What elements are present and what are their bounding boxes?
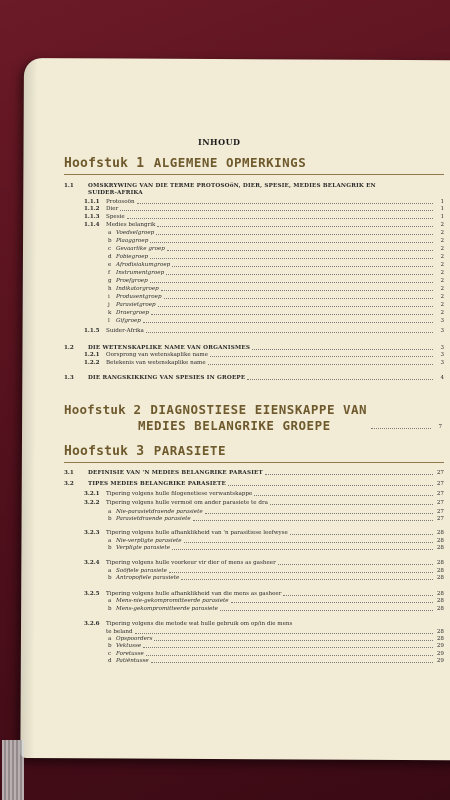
toc-entry[interactable] [64, 604, 444, 612]
toc-entry-page: 28 [436, 606, 444, 612]
toc-entry[interactable] [64, 326, 444, 334]
leader-dots [156, 233, 433, 235]
chapter-3-title: PARASIETE [153, 443, 226, 458]
toc-entry-number: 3.1 [64, 470, 74, 476]
chapter-2-title-line1: DIAGNOSTIESE EIENSKAPPE VAN [150, 402, 368, 417]
toc-entry-page: 29 [436, 658, 444, 664]
toc-entry-title: Tipering volgens die metode wat hulle gebruik om op/in die mens [106, 621, 293, 627]
toc-entry-page: 4 [440, 375, 444, 381]
leader-dots [167, 249, 433, 251]
toc-entry-number: 1.1.2 [84, 206, 100, 212]
leader-dots [143, 646, 433, 648]
toc-entry-title: Antropofiele parasiete [116, 575, 180, 581]
toc-entry-number: c [108, 246, 112, 252]
toc-entry-number: b [108, 606, 112, 612]
leader-dots [294, 625, 433, 626]
leader-dots [157, 225, 433, 227]
toc-entry[interactable] [64, 558, 444, 566]
toc-entry-number: 3.2.3 [84, 530, 100, 536]
leader-dots [151, 661, 433, 663]
leader-dots [231, 601, 433, 603]
toc-entry-number: g [108, 278, 112, 284]
toc-entry-page: 28 [436, 629, 444, 635]
page-heading: INHOUD [198, 137, 241, 147]
toc-entry-page: 28 [436, 545, 444, 551]
leader-dots [172, 548, 433, 550]
toc-entry[interactable] [64, 212, 444, 220]
toc-entry-number: i [108, 294, 110, 300]
toc-entry[interactable] [64, 498, 444, 506]
toc-entry[interactable] [64, 528, 444, 536]
toc-entry-page: 3 [440, 360, 444, 366]
toc-entry-number: f [108, 270, 111, 276]
toc-entry-title: Mens-gekompromitteerde parasiete [116, 606, 218, 612]
toc-entry-title: Indikatorgroep [116, 286, 159, 292]
toc-entry-number: b [108, 545, 112, 551]
toc-entry-page: 2 [440, 262, 444, 268]
toc-entry-number: a [108, 598, 112, 604]
toc-entry-page: 2 [440, 286, 444, 292]
toc-entry-number: a [108, 636, 112, 642]
leader-dots [172, 265, 433, 267]
toc-entry-page: 1 [440, 206, 444, 212]
toc-entry[interactable] [64, 479, 444, 487]
toc-entry-number: k [108, 310, 112, 316]
toc-entry-page: 2 [440, 254, 444, 260]
toc-entry-title: TIPES MEDIES BELANGRIKE PARASIETE [88, 481, 226, 487]
toc-entry-number: 1.1 [64, 183, 74, 189]
leader-dots [290, 533, 433, 535]
toc-entry-title: Medies belangrik [106, 222, 156, 228]
toc-entry-title: Dier [106, 206, 119, 212]
toc-entry-title: Opspoorders [116, 636, 153, 642]
toc-entry-number: 1.1.5 [84, 328, 100, 334]
toc-entry-number: l [108, 318, 110, 324]
toc-entry[interactable] [64, 373, 444, 381]
toc-entry[interactable] [64, 276, 444, 284]
toc-entry-number: b [108, 238, 112, 244]
toc-entry-title: Spesie [106, 214, 125, 220]
chapter-2-heading [64, 402, 367, 417]
toc-entry-number: j [108, 302, 110, 308]
toc-entry[interactable] [64, 220, 444, 228]
toc-entry-number: h [108, 286, 112, 292]
chapter-2-page-row [370, 422, 442, 430]
toc-entry-page: 2 [440, 246, 444, 252]
toc-entry-title: Gevaarlike groep [116, 246, 165, 252]
chapter-1-number: Hoofstuk 1 [64, 156, 145, 171]
toc-entry[interactable] [64, 641, 444, 649]
leader-dots [166, 273, 433, 275]
toc-entry[interactable] [64, 188, 444, 196]
leader-dots [247, 378, 433, 380]
leader-dots [270, 503, 433, 505]
toc-entry-title: Proefgroep [116, 278, 148, 284]
toc-entry-number: 3.2.5 [84, 591, 100, 597]
toc-entry-number: 1.1.4 [84, 222, 100, 228]
toc-entry-number: 1.2 [64, 345, 74, 351]
toc-entry-number: a [108, 568, 112, 574]
leader-dots [151, 313, 433, 315]
leader-dots [181, 578, 433, 580]
toc-entry-page: 2 [440, 278, 444, 284]
toc-entry[interactable] [64, 244, 444, 252]
toc-entry-title: Tipering volgens hulle voorkeur vir dier of mens as gasheer [106, 560, 276, 566]
toc-entry-page: 29 [436, 643, 444, 649]
leader-dots [278, 563, 433, 565]
toc-entry-title: Tipering volgens hulle filogenetiese verwantskappe [106, 491, 253, 497]
leader-dots [143, 321, 433, 323]
toc-entry-title: Nie-parasietdraende parasiete [116, 509, 203, 515]
toc-entry[interactable] [64, 358, 444, 366]
toc-entry-number: 3.2.4 [84, 560, 100, 566]
toc-entry-page: 28 [436, 598, 444, 604]
toc-entry[interactable] [64, 619, 444, 627]
leader-dots [254, 494, 433, 496]
toc-entry-page: 27 [436, 500, 444, 506]
chapter-3-number: Hoofstuk 3 [64, 444, 145, 459]
toc-entry-title: Gifgroep [116, 318, 141, 324]
toc-entry[interactable] [64, 573, 444, 581]
toc-entry-page: 28 [436, 538, 444, 544]
leader-dots [158, 305, 433, 307]
leader-dots [150, 281, 433, 283]
toc-entry-title: OMSKRYWING VAN DIE TERME PROTOSOöN, DIER, SPESIE, MEDIES BELANGRIK EN [88, 183, 376, 189]
toc-entry-title: DIE WETENSKAPLIKE NAME VAN ORGANISMES [88, 345, 251, 351]
toc-entry-page: 27 [436, 470, 444, 476]
toc-entry-page: 1 [440, 199, 444, 205]
toc-entry-title: Oorsprong van wetenskaplike name [106, 352, 209, 358]
toc-entry-title: Voedselgroep [116, 230, 155, 236]
toc-entry-page: 2 [440, 222, 444, 228]
toc-entry-page: 2 [440, 230, 444, 236]
toc-entry[interactable] [64, 316, 444, 324]
toc-entry-page: 28 [436, 530, 444, 536]
toc-entry[interactable] [64, 514, 444, 522]
toc-entry-page: 27 [436, 516, 444, 522]
toc-entry-page: 2 [440, 302, 444, 308]
toc-entry-page: 3 [440, 318, 444, 324]
toc-entry[interactable] [64, 300, 444, 308]
toc-entry-title: Fobiegroep [116, 254, 149, 260]
chapter-1-heading [64, 155, 306, 171]
toc-entry-page: 27 [436, 509, 444, 515]
toc-entry-page: 3 [440, 328, 444, 334]
toc-entry[interactable] [64, 284, 444, 292]
toc-entry-page: 3 [440, 345, 444, 351]
toc-entry-title: Nie-verpligte parasiete [116, 538, 182, 544]
chapter-2-number: Hoofstuk 2 [64, 402, 142, 417]
toc-entry-page: 27 [436, 481, 444, 487]
toc-entry-page: 29 [436, 651, 444, 657]
toc-entry-number: b [108, 516, 112, 522]
toc-entry-page: 28 [436, 568, 444, 574]
toc-entry-number: 3.2.1 [84, 491, 100, 497]
toc-entry[interactable] [64, 350, 444, 358]
toc-entry-title: Vektusse [116, 643, 142, 649]
toc-entry[interactable] [64, 236, 444, 244]
toc-entry-number: a [108, 509, 112, 515]
toc-entry-number: e [108, 262, 112, 268]
toc-entry-number: 1.1.3 [84, 214, 100, 220]
leader-dots [150, 257, 433, 259]
toc-entry-number: d [108, 658, 112, 664]
leader-dots [220, 609, 433, 611]
toc-entry-title: Patiëntusse [116, 658, 149, 664]
toc-entry-title: Foretusse [116, 651, 144, 657]
leader-dots [120, 209, 433, 211]
toc-entry[interactable] [64, 268, 444, 276]
toc-entry[interactable] [64, 468, 444, 476]
leader-dots [371, 427, 431, 429]
toc-entry-title: Soöfiele parasiete [116, 568, 167, 574]
toc-entry-title: Tipering volgens hulle afhanklikheid van die mens as gasheer [106, 591, 282, 597]
toc-entry[interactable] [64, 204, 444, 212]
toc-entry-number: d [108, 254, 112, 260]
toc-entry-number: 1.3 [64, 375, 74, 381]
toc-entry-title: Betekenis van wetenskaplike name [106, 360, 206, 366]
toc-entry-title: Suider-Afrika [106, 328, 144, 334]
chapter-1-title: ALGEMENE OPMERKINGS [153, 155, 307, 170]
toc-entry-title: Afrodisiakumgroep [116, 262, 171, 268]
toc-entry-title: Instrumentgroep [116, 270, 165, 276]
chapter-1-rule [64, 174, 444, 175]
toc-entry[interactable] [64, 292, 444, 300]
toc-entry-title: te beland [106, 629, 133, 635]
toc-entry-title: Tipering volgens hulle afhanklikheid van 'n parasitiese leefwyse [106, 530, 288, 536]
toc-entry-number: b [108, 643, 112, 649]
chapter-2-heading-line2 [138, 418, 331, 433]
chapter-3-rule [64, 462, 444, 463]
toc-entry-page: 2 [440, 310, 444, 316]
toc-entry-page: 28 [436, 636, 444, 642]
leader-dots [145, 194, 433, 195]
toc-entry-title: Produsentgroep [116, 294, 162, 300]
toc-entry-title: DEFINISIE VAN 'N MEDIES BELANGRIKE PARASIET [88, 470, 263, 476]
toc-entry-title: Tipering volgens hulle vermoë om ander parasiete te dra [106, 500, 268, 506]
toc-entry-title: Draergroep [116, 310, 149, 316]
leader-dots [127, 217, 433, 219]
toc-entry-number: a [108, 538, 112, 544]
leader-dots [146, 331, 433, 333]
leader-dots [161, 289, 433, 291]
toc-entry[interactable] [64, 543, 444, 551]
toc-entry-number: 1.2.1 [84, 352, 100, 358]
toc-entry-title: DIE RANGSKIKKING VAN SPESIES IN GROEPE [88, 375, 246, 381]
leader-dots [193, 519, 433, 521]
toc-entry-page: 1 [440, 214, 444, 220]
toc-entry-page: 28 [436, 560, 444, 566]
bookmark-ribbon [2, 740, 24, 800]
leader-dots [208, 363, 433, 365]
toc-entry-title: Mens-nie-gekompromitteerde parasiete [116, 598, 229, 604]
toc-entry-number: 3.2.2 [84, 500, 100, 506]
leader-dots [210, 355, 433, 357]
chapter-3-heading [64, 443, 226, 459]
leader-dots [150, 241, 433, 243]
toc-entry-title: Parasietdraende parasiete [116, 516, 191, 522]
toc-entry-page: 28 [436, 575, 444, 581]
toc-entry[interactable] [64, 596, 444, 604]
toc-entry[interactable] [64, 308, 444, 316]
toc-entry-number: a [108, 230, 112, 236]
toc-entry[interactable] [64, 228, 444, 236]
toc-entry[interactable] [64, 260, 444, 268]
toc-entry-page: 28 [436, 591, 444, 597]
toc-entry-page: 3 [440, 352, 444, 358]
toc-entry-title: Protosoön [106, 199, 135, 205]
toc-entry-page: 2 [440, 294, 444, 300]
toc-entry-number: 3.2.6 [84, 621, 100, 627]
toc-entry-number: c [108, 651, 112, 657]
toc-entry-page: 27 [436, 491, 444, 497]
toc-entry-number: 3.2 [64, 481, 74, 487]
toc-entry-title: Parasietgroep [116, 302, 156, 308]
toc-entry[interactable] [64, 252, 444, 260]
chapter-2-title-line2: MEDIES BELANGRIKE GROEPE [138, 418, 331, 433]
toc-entry-title: Plaaggroep [116, 238, 149, 244]
toc-entry-number: b [108, 575, 112, 581]
chapter-2-page: 7 [438, 424, 442, 430]
leader-dots [164, 297, 433, 299]
toc-entry-page: 2 [440, 238, 444, 244]
toc-entry-number: 1.2.2 [84, 360, 100, 366]
toc-entry-title: Verpligte parasiete [116, 545, 171, 551]
toc-entry[interactable] [64, 656, 444, 664]
toc-entry-page: 2 [440, 270, 444, 276]
toc-entry-title: SUIDER-AFRIKA [88, 190, 143, 196]
leader-dots [265, 473, 433, 475]
toc-entry-number: 1.1.1 [84, 199, 100, 205]
toc-entry[interactable] [64, 489, 444, 497]
leader-dots [228, 484, 433, 486]
